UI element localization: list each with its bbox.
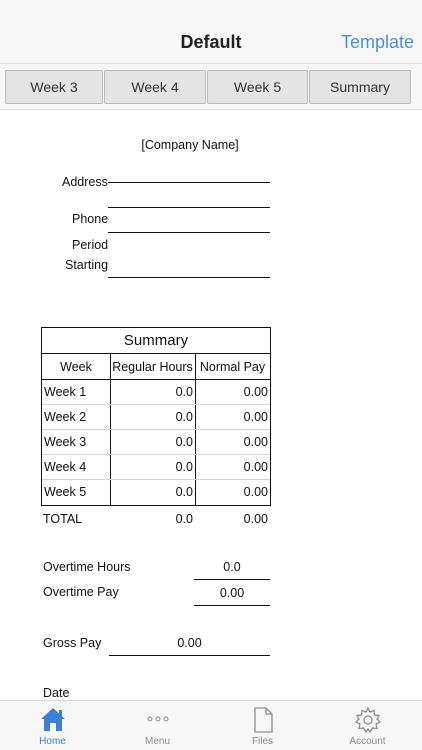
bottom-tab-bar xyxy=(0,700,422,750)
summary-table xyxy=(41,327,271,506)
phone-line xyxy=(108,232,270,233)
tabbar-item-account[interactable] xyxy=(315,701,420,750)
more-dots-icon xyxy=(144,706,172,737)
table-row-regular-hours: 0.0 xyxy=(175,434,193,449)
home-icon xyxy=(39,706,67,737)
starting-label: Starting xyxy=(65,258,109,272)
overtime-hours-label: Overtime Hours xyxy=(43,560,131,574)
table-row-week-label: Week 1 xyxy=(44,384,87,399)
tabbar-item-files[interactable] xyxy=(210,701,315,750)
total-normal-pay: 0.00 xyxy=(243,512,268,526)
gross-pay-line xyxy=(109,655,270,656)
file-icon xyxy=(249,706,277,739)
tabbar-item-label: Menu xyxy=(144,736,170,747)
table-row-week-label: Week 5 xyxy=(44,485,87,499)
tab-week-3[interactable]: Week 3 xyxy=(5,70,103,104)
table-row-regular-hours: 0.0 xyxy=(175,485,193,499)
gear-icon xyxy=(354,706,382,739)
tabbar-item-home[interactable] xyxy=(0,701,105,750)
address-line-1 xyxy=(108,182,270,183)
table-row-normal-pay: 0.00 xyxy=(243,409,268,424)
summary-table-title: Summary xyxy=(42,328,270,354)
overtime-pay-label: Overtime Pay xyxy=(43,585,119,599)
total-regular-hours: 0.0 xyxy=(175,512,193,526)
table-row-regular-hours: 0.0 xyxy=(175,459,193,474)
overtime-pay-value: 0.00 xyxy=(219,586,245,600)
overtime-hours-line xyxy=(194,579,270,580)
table-row-regular-hours: 0.0 xyxy=(175,384,193,399)
tabbar-item-label: Files xyxy=(251,736,274,747)
address-line-2 xyxy=(108,207,270,208)
column-header-normal-pay: Normal Pay xyxy=(199,359,266,374)
page-title: Default xyxy=(180,32,242,52)
period-starting-line xyxy=(108,277,270,278)
phone-label: Phone xyxy=(72,212,109,226)
tabbar-item-menu[interactable] xyxy=(105,701,210,750)
column-header-week: Week xyxy=(60,359,92,374)
table-row-week-label: Week 2 xyxy=(44,409,87,424)
table-row-normal-pay: 0.00 xyxy=(243,485,268,499)
table-row-normal-pay: 0.00 xyxy=(243,384,268,399)
tab-week-5[interactable]: Week 5 xyxy=(207,70,308,104)
tab-week-4[interactable]: Week 4 xyxy=(104,70,206,104)
period-label: Period xyxy=(72,238,109,252)
table-row-week-label: Week 4 xyxy=(44,459,87,474)
template-button[interactable]: Template xyxy=(340,32,414,52)
tabbar-item-label: Account xyxy=(349,736,386,747)
table-row-normal-pay: 0.00 xyxy=(243,459,268,474)
gross-pay-value: 0.00 xyxy=(177,636,202,650)
table-row-week-label: Week 3 xyxy=(44,434,87,449)
tabbar-item-label: Home xyxy=(39,736,66,747)
table-row-normal-pay: 0.00 xyxy=(243,434,268,449)
total-label: TOTAL xyxy=(43,512,83,526)
date-label: Date xyxy=(43,686,70,700)
overtime-hours-value: 0.0 xyxy=(223,560,241,574)
navigation-bar xyxy=(0,0,422,64)
company-name: [Company Name] xyxy=(141,138,239,152)
address-label: Address xyxy=(62,175,108,189)
table-row-regular-hours: 0.0 xyxy=(175,409,193,424)
week-tab-strip xyxy=(0,64,422,110)
overtime-pay-line xyxy=(194,605,270,606)
gross-pay-label: Gross Pay xyxy=(43,636,102,650)
tab-summary[interactable]: Summary xyxy=(309,70,411,104)
column-header-regular-hours: Regular Hours xyxy=(112,359,193,374)
